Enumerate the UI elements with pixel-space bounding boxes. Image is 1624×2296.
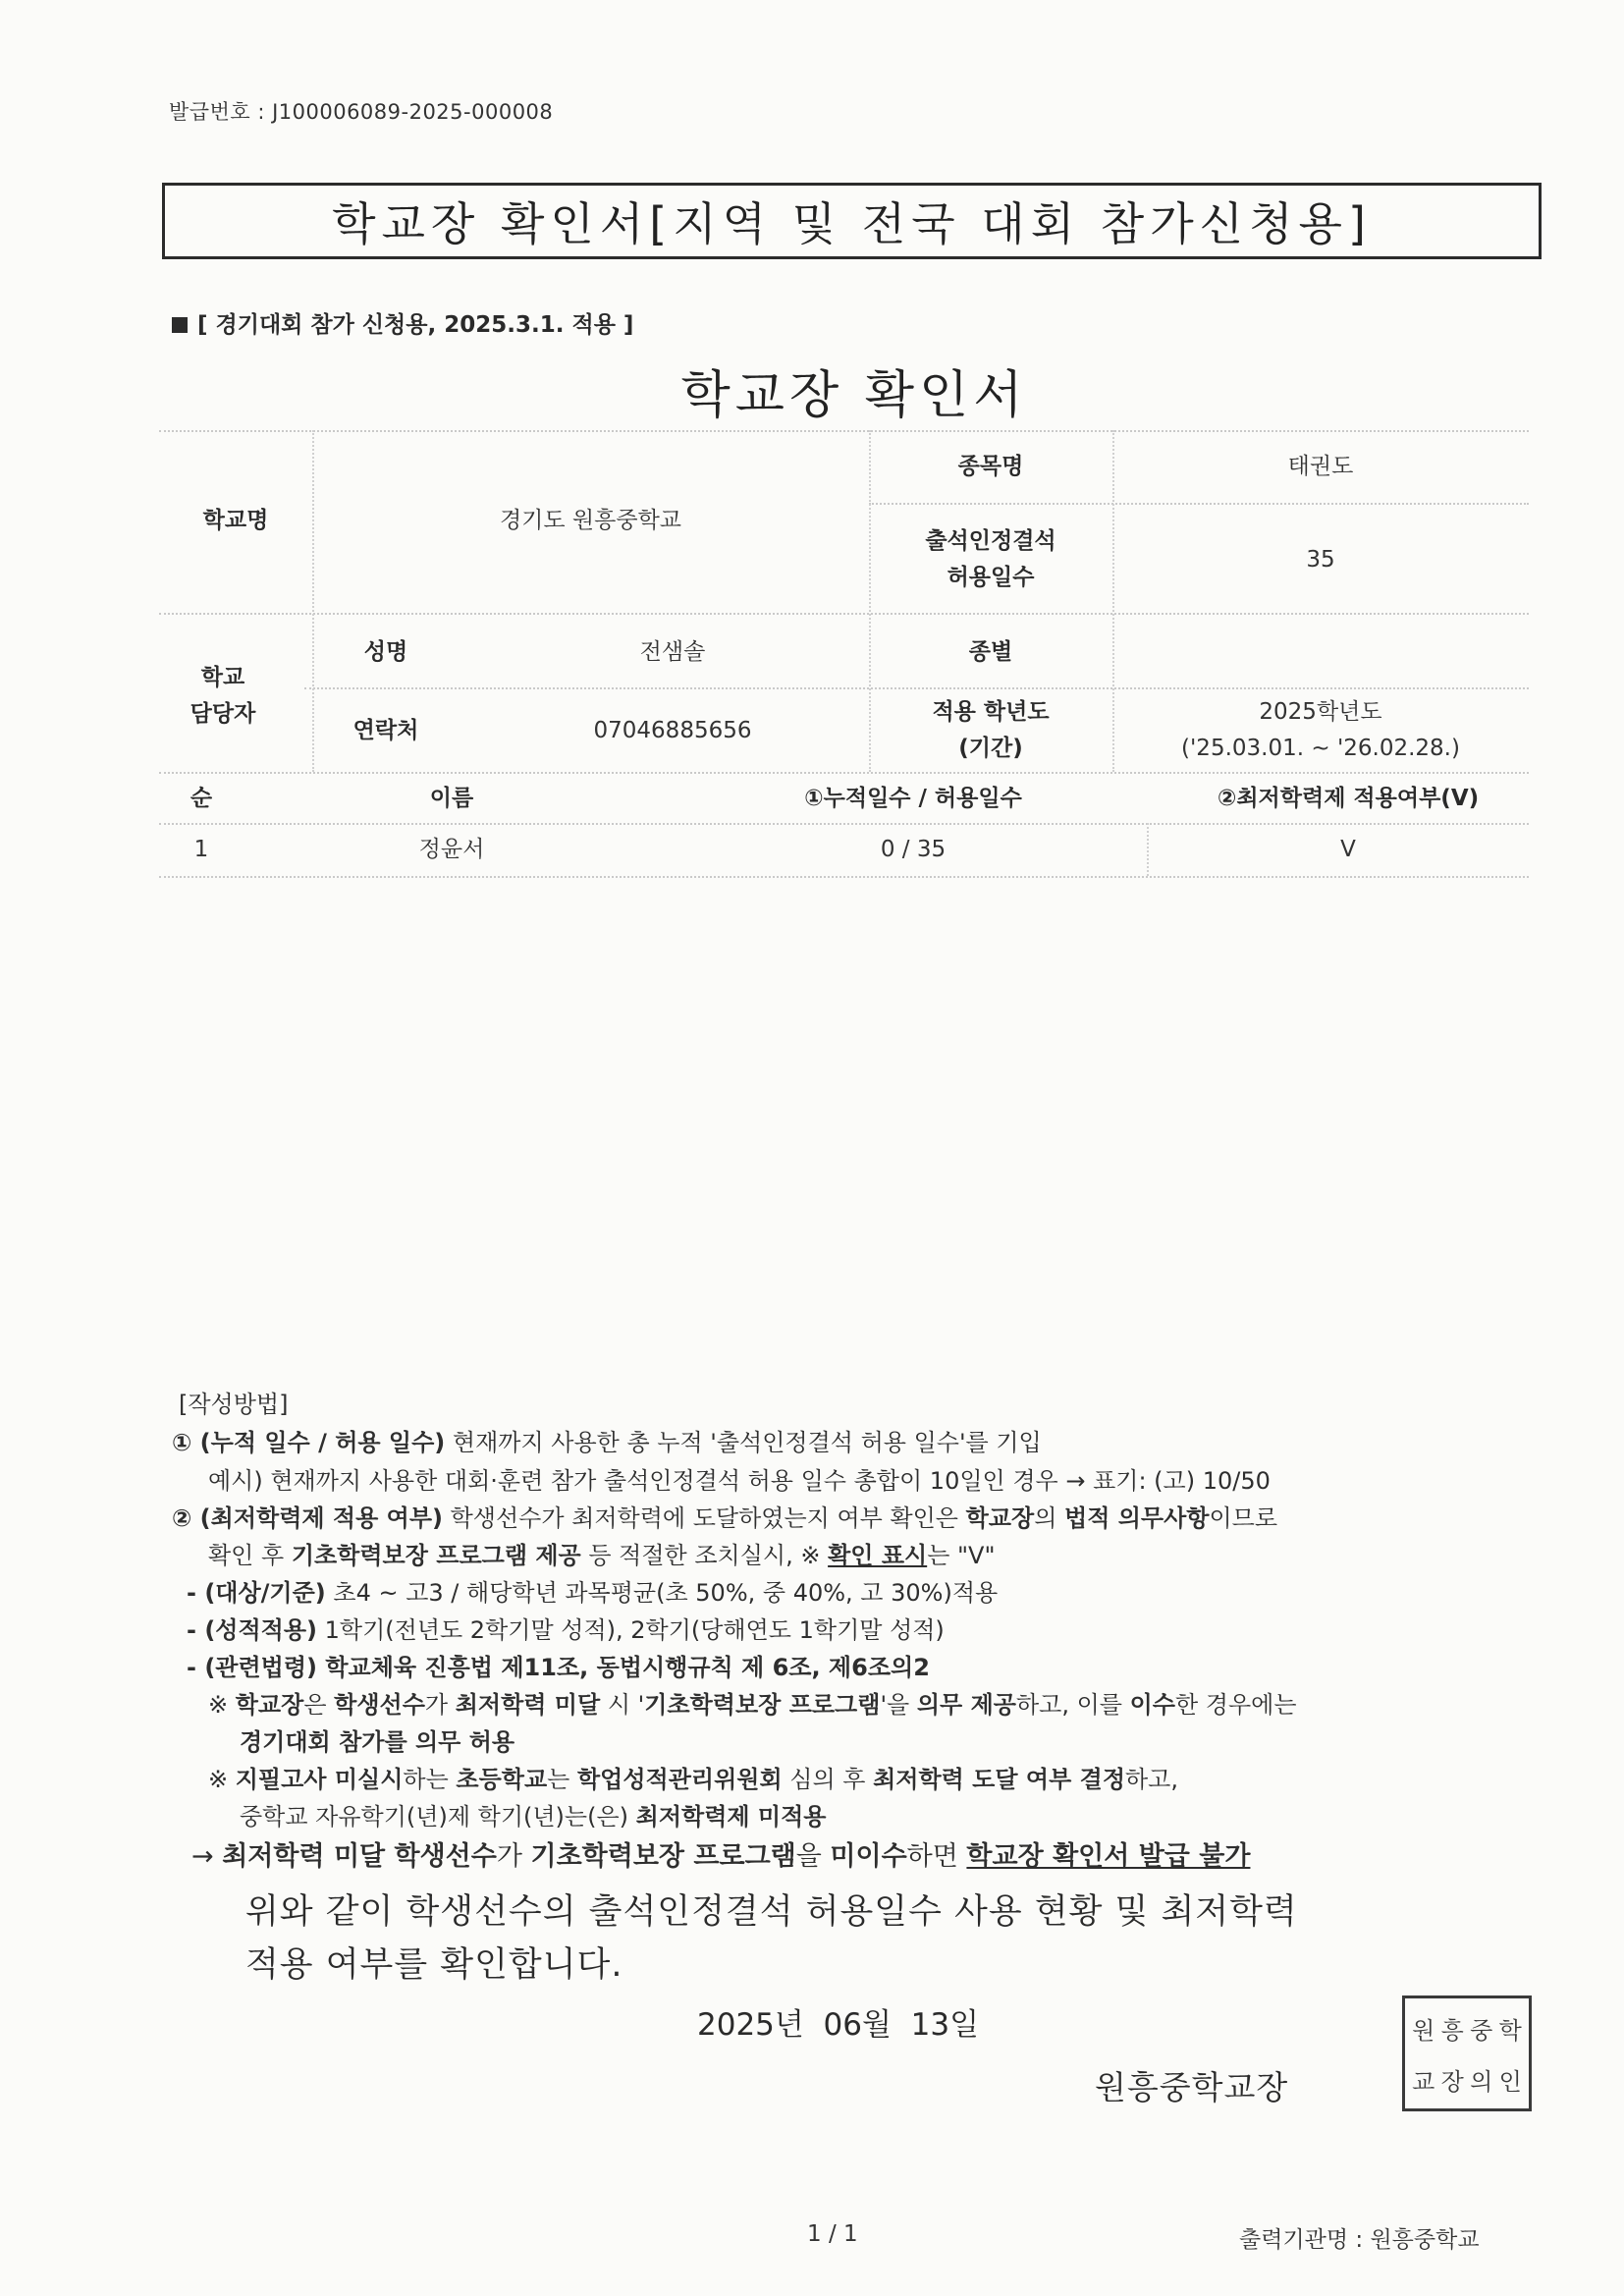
l5-bold: - (대상/기준) bbox=[187, 1579, 326, 1607]
seal-char: 인 bbox=[1498, 2067, 1522, 2096]
manager-label-line1: 학교 bbox=[200, 665, 245, 691]
instruction-line-5 bbox=[187, 1573, 998, 1608]
school-label: 학교명 bbox=[202, 507, 269, 533]
l10-e: 는 bbox=[547, 1766, 577, 1793]
seal-char: 흥 bbox=[1440, 2016, 1464, 2045]
l10-b: 지필고사 미실시 bbox=[235, 1766, 404, 1793]
l8-i: '을 bbox=[880, 1691, 917, 1719]
contact-value: 07046885656 bbox=[593, 717, 752, 743]
l8-h: 기초학력보장 프로그램 bbox=[644, 1691, 881, 1719]
l12-e: 을 bbox=[795, 1841, 831, 1872]
event-label: 종목명 bbox=[957, 453, 1024, 479]
square-bullet-icon bbox=[172, 317, 188, 333]
contact-label: 연락처 bbox=[352, 717, 419, 743]
seal-char: 중 bbox=[1470, 2016, 1493, 2045]
l4-d: 확인 표시 bbox=[828, 1542, 928, 1569]
seal-char: 교 bbox=[1412, 2067, 1435, 2096]
col-header-name: 이름 bbox=[429, 785, 474, 811]
row1-name: 정윤서 bbox=[418, 836, 485, 862]
l6-text: 1학기(전년도 2학기말 성적), 2학기(당해연도 1학기말 성적) bbox=[317, 1616, 945, 1644]
declaration bbox=[245, 1886, 1298, 1993]
l8-c: 은 bbox=[303, 1691, 335, 1719]
l3-bold: ② (최저학력제 적용 여부) bbox=[172, 1504, 443, 1532]
manager-label-line2: 담당자 bbox=[189, 701, 256, 727]
l12-b: 최저학력 미달 학생선수 bbox=[222, 1841, 497, 1872]
allowed-days-label bbox=[869, 515, 1112, 605]
row1-min-academic: V bbox=[1340, 836, 1356, 862]
l8-g: 시 ' bbox=[600, 1691, 645, 1719]
l1-text: 현재까지 사용한 총 누적 '출석인정결석 허용 일수'를 기입 bbox=[445, 1429, 1042, 1456]
principal-signature: 원흥중학교장 bbox=[1095, 2068, 1289, 2106]
l8-l: 이수 bbox=[1129, 1691, 1175, 1719]
official-seal bbox=[1402, 1995, 1532, 2111]
l8-e: 가 bbox=[424, 1691, 456, 1719]
applied-note-text: [ 경기대회 참가 신청용, 2025.3.1. 적용 ] bbox=[197, 312, 634, 338]
instruction-line-9: 경기대회 참가를 의무 허용 bbox=[240, 1728, 515, 1756]
declaration-line-1: 위와 같이 학생선수의 출석인정결석 허용일수 사용 현황 및 최저학력 bbox=[245, 1892, 1298, 1932]
l10-f: 학업성적관리위원회 bbox=[576, 1766, 783, 1793]
seal-char: 장 bbox=[1440, 2067, 1464, 2096]
row1-days: 0 / 35 bbox=[880, 836, 947, 862]
document-title: 학교장 확인서[지역 및 전국 대회 참가신청용] bbox=[332, 197, 1372, 250]
year-label bbox=[869, 691, 1112, 770]
page-number: 1 / 1 bbox=[807, 2221, 858, 2247]
l3-b: 학교장 bbox=[965, 1504, 1035, 1532]
l4-b: 기초학력보장 프로그램 제공 bbox=[291, 1542, 581, 1569]
l3-a: 학생선수가 최저학력에 도달하였는지 여부 확인은 bbox=[442, 1504, 966, 1532]
instruction-line-12 bbox=[191, 1834, 1250, 1873]
l10-d: 초등학교 bbox=[456, 1766, 548, 1793]
l8-m: 한 경우에는 bbox=[1174, 1691, 1297, 1719]
instruction-line-8 bbox=[208, 1685, 1297, 1720]
instruction-line-1 bbox=[172, 1423, 1042, 1457]
category-label: 종별 bbox=[968, 638, 1013, 665]
allowed-days-label-line1: 출석인정결석 bbox=[925, 528, 1056, 555]
l4-a: 확인 후 bbox=[208, 1542, 292, 1569]
l8-d: 학생선수 bbox=[334, 1691, 425, 1719]
l10-c: 하는 bbox=[403, 1766, 457, 1793]
issue-date: 2025년 06월 13일 bbox=[697, 2007, 980, 2043]
l4-e: 는 "V" bbox=[927, 1542, 996, 1569]
year-value-line1: 2025학년도 bbox=[1259, 699, 1382, 726]
col-header-no: 순 bbox=[189, 785, 213, 811]
instruction-line-7: - (관련법령) 학교체육 진흥법 제11조, 동법시행규칙 제 6조, 제6조의2 bbox=[187, 1654, 930, 1681]
category-value bbox=[1112, 625, 1529, 680]
l10-g: 심의 후 bbox=[782, 1766, 874, 1793]
l5-text: 초4 ~ 고3 / 해당학년 과목평균(초 50%, 중 40%, 고 30%)적용 bbox=[325, 1579, 999, 1607]
l8-a: ※ bbox=[208, 1691, 236, 1719]
title-box bbox=[162, 183, 1542, 259]
name-label: 성명 bbox=[363, 638, 408, 665]
seal-char: 원 bbox=[1412, 2016, 1435, 2045]
l4-c: 등 적절한 조치실시, ※ bbox=[580, 1542, 829, 1569]
l8-k: 하고, 이를 bbox=[1015, 1691, 1130, 1719]
l8-f: 최저학력 미달 bbox=[455, 1691, 601, 1719]
name-value: 전샘솔 bbox=[639, 638, 706, 665]
allowed-days-label-line2: 허용일수 bbox=[947, 565, 1035, 590]
l6-bold: - (성적적용) bbox=[187, 1616, 317, 1644]
l3-e: 이므로 bbox=[1209, 1504, 1278, 1532]
l12-g: 하면 bbox=[906, 1841, 967, 1872]
l11-a: 중학교 자유학기(년)제 학기(년)는(은) bbox=[240, 1803, 636, 1831]
declaration-line-2: 적용 여부를 확인합니다. bbox=[245, 1945, 623, 1986]
event-value: 태권도 bbox=[1287, 453, 1354, 479]
applied-note bbox=[172, 306, 633, 339]
l12-a: → bbox=[191, 1841, 223, 1872]
instructions-heading: [작성방법] bbox=[179, 1391, 289, 1418]
l3-d: 법적 의무사항 bbox=[1064, 1504, 1210, 1532]
l12-c: 가 bbox=[496, 1841, 531, 1872]
year-label-line2: (기간) bbox=[958, 736, 1023, 761]
l8-j: 의무 제공 bbox=[916, 1691, 1016, 1719]
manager-label bbox=[159, 652, 287, 740]
l12-h: 학교장 확인서 발급 불가 bbox=[966, 1841, 1251, 1872]
instruction-line-3 bbox=[172, 1499, 1277, 1533]
issuing-institution: 출력기관명 : 원흥중학교 bbox=[1239, 2227, 1480, 2253]
form-subtitle: 학교장 확인서 bbox=[680, 366, 1028, 425]
instruction-line-11 bbox=[240, 1797, 826, 1831]
year-value bbox=[1112, 691, 1529, 770]
instruction-line-10 bbox=[208, 1760, 1178, 1794]
instruction-line-6 bbox=[187, 1611, 945, 1645]
seal-char: 학 bbox=[1498, 2016, 1522, 2045]
allowed-days-value: 35 bbox=[1306, 546, 1335, 573]
l10-i: 하고, bbox=[1125, 1766, 1178, 1793]
l12-f: 미이수 bbox=[830, 1841, 907, 1872]
l8-b: 학교장 bbox=[235, 1691, 304, 1719]
year-value-line2: ('25.03.01. ~ '26.02.28.) bbox=[1181, 736, 1460, 761]
l10-h: 최저학력 도달 여부 결정 bbox=[873, 1766, 1125, 1793]
l1-bold: ① (누적 일수 / 허용 일수) bbox=[172, 1429, 446, 1456]
col-header-min-academic: ②최저학력제 적용여부(V) bbox=[1217, 785, 1480, 811]
l10-a: ※ bbox=[208, 1766, 236, 1793]
school-value: 경기도 원흥중학교 bbox=[499, 507, 682, 533]
issue-number: 발급번호 : J100006089-2025-000008 bbox=[169, 100, 554, 124]
l3-c: 의 bbox=[1034, 1504, 1065, 1532]
year-label-line1: 적용 학년도 bbox=[932, 699, 1050, 726]
l12-d: 기초학력보장 프로그램 bbox=[530, 1841, 796, 1872]
instruction-line-4 bbox=[208, 1536, 996, 1570]
l11-b: 최저학력제 미적용 bbox=[635, 1803, 827, 1831]
instruction-line-2: 예시) 현재까지 사용한 대회·훈련 참가 출석인정결석 허용 일수 총합이 10일인 경우 → 표기: (고) 10/50 bbox=[208, 1467, 1271, 1495]
row1-no: 1 bbox=[193, 836, 209, 862]
seal-char: 의 bbox=[1470, 2067, 1493, 2096]
col-header-days: ①누적일수 / 허용일수 bbox=[804, 785, 1022, 811]
